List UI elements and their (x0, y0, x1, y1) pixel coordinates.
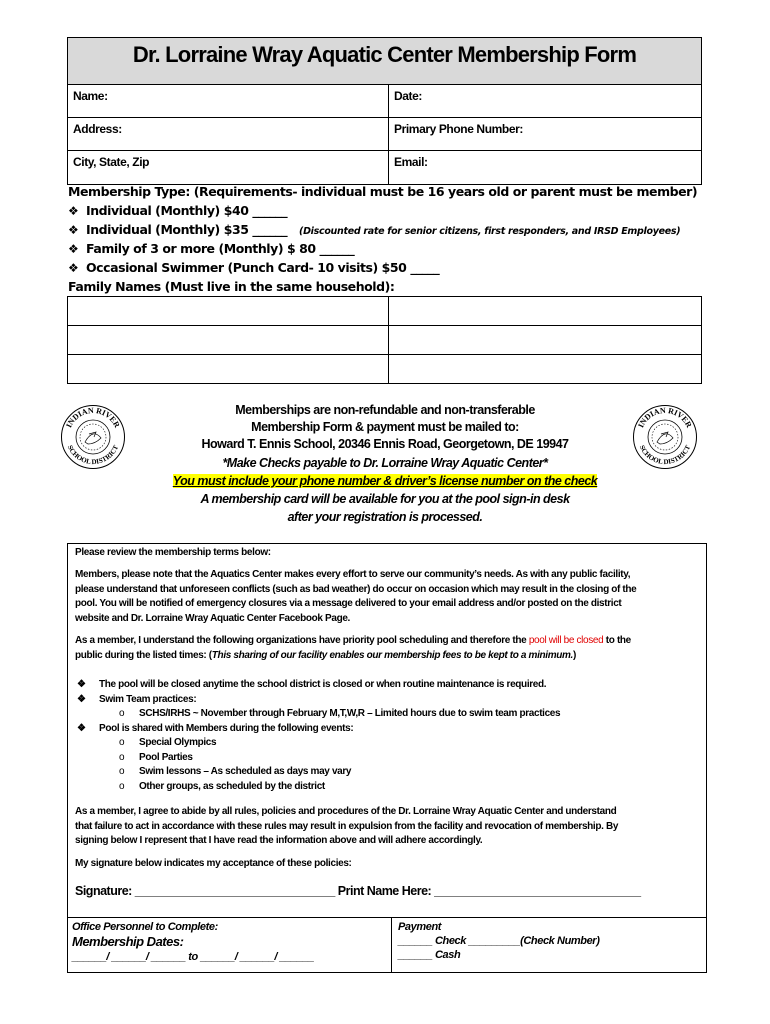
address-phone-row (68, 118, 701, 151)
family-name-cell[interactable] (389, 355, 701, 384)
membership-type-heading: Membership Type: (Requirements- individual must be 16 years old or parent must be member) (68, 184, 698, 199)
diamond-bullet-icon: ❖ (68, 204, 79, 218)
check-payment-line[interactable]: ______ Check _________(Check Number) (398, 935, 600, 947)
svg-text:INDIAN RIVER: INDIAN RIVER (64, 405, 122, 430)
terms-paragraph-priority: As a member, I understand the following organizations have priority pool scheduling and therefore the pool will be closed to the public during the listed times: (This sharing of our facility enables our membership fees to be kept to a minimum.) (75, 635, 631, 661)
list-item: o SCHS/IRHS ~ November through February M,T,W,R – Limited hours due to swim team practices (77, 707, 560, 722)
office-personnel-box (67, 918, 392, 973)
address-field[interactable]: Address: (68, 118, 389, 150)
diamond-bullet-icon: ❖ (68, 242, 79, 256)
checks-payable-note: *Make Checks payable to Dr. Lorraine Wray Aquatic Center* (222, 456, 548, 470)
family-name-cell[interactable] (389, 297, 701, 325)
list-item: ❖ The pool will be closed anytime the school district is closed or when routine maintenance is required. (77, 678, 560, 693)
membership-option-individual-35[interactable]: ❖ Individual (Monthly) $35 ______ (Discounted rate for senior citizens, first responders, and IRSD Employees) (68, 222, 681, 237)
list-item: o Other groups, as scheduled by the district (77, 780, 560, 795)
terms-paragraph-agreement: As a member, I agree to abide by all rules, policies and procedures of the Dr. Lorraine Wray Aquatic Center and understand that failure to act in accordance with these rules may result in expulsion from the facility and revocation of membership. By signing below I represent that I have read the information above and will adhere accordingly. (75, 806, 619, 846)
name-field[interactable]: Name: (68, 85, 389, 117)
terms-paragraph-closures: Members, please note that the Aquatics Center makes every effort to serve our community’s needs. As with any public facility, please understand that unforeseen conflicts (such as bad weather) do occur on occasion which may result in the closing of the pool. You will be notified of emergency closures via a message delivered to your email address and/or posted on the district website and Dr. Lorraine Wray Aquatic Center Facebook Page. (75, 569, 637, 624)
date-field[interactable]: Date: (394, 89, 423, 103)
list-item: ❖ Swim Team practices: (77, 693, 560, 708)
diamond-bullet-icon: ❖ (77, 679, 86, 690)
circle-bullet-icon: o (119, 751, 125, 763)
member-info-table (67, 37, 702, 185)
terms-bullet-list (77, 678, 560, 794)
membership-card-note: A membership card will be available for you at the pool sign-in desk (200, 492, 570, 506)
signature-line[interactable]: Signature: _______________________________ Print Name Here: ________________________________ (75, 884, 641, 898)
cash-payment-line[interactable]: ______ Cash (398, 949, 461, 961)
membership-option-individual-40[interactable]: ❖ Individual (Monthly) $40 ______ (68, 203, 288, 218)
mail-instructions: Membership Form & payment must be mailed to: (251, 420, 519, 434)
list-item: o Pool Parties (77, 751, 560, 766)
mailing-address: Howard T. Ennis School, 20346 Ennis Road, Georgetown, DE 19947 (201, 437, 569, 451)
membership-terms-box (67, 543, 707, 973)
family-name-cell[interactable] (68, 297, 389, 325)
membership-dates-label: Membership Dates: (72, 934, 184, 949)
family-names-table (67, 296, 702, 384)
city-state-zip-field[interactable]: City, State, Zip (68, 151, 389, 184)
phone-field[interactable]: Primary Phone Number: (394, 122, 523, 136)
terms-review-label: Please review the membership terms below: (75, 547, 271, 558)
membership-dates-line[interactable]: ______/ ______/ ______ to ______/ ______/ ______ (72, 951, 314, 963)
list-item: ❖ Pool is shared with Members during the following events: (77, 722, 560, 737)
payment-box (392, 918, 707, 973)
circle-bullet-icon: o (119, 708, 125, 719)
check-requirement-highlight: You must include your phone number & driver’s license number on the check (172, 474, 598, 488)
office-section (67, 917, 707, 973)
svg-text:INDIAN RIVER: INDIAN RIVER (636, 405, 694, 430)
non-refundable-note: Memberships are non-refundable and non-transferable (235, 403, 535, 417)
name-date-row (68, 85, 701, 118)
svg-text:SCHOOL DISTRICT: SCHOOL DISTRICT (637, 443, 693, 467)
signature-acceptance-text: My signature below indicates my acceptance of these policies: (75, 858, 352, 869)
family-names-heading: Family Names (Must live in the same household): (68, 279, 395, 294)
diamond-bullet-icon: ❖ (77, 722, 86, 734)
family-name-cell[interactable] (68, 355, 389, 384)
diamond-bullet-icon: ❖ (77, 693, 86, 705)
svg-text:SCHOOL DISTRICT: SCHOOL DISTRICT (65, 443, 121, 467)
circle-bullet-icon: o (119, 780, 125, 792)
city-email-row (68, 151, 701, 184)
membership-option-family[interactable]: ❖ Family of 3 or more (Monthly) $ 80 ______ (68, 241, 355, 256)
email-field[interactable]: Email: (394, 155, 428, 169)
form-title: Dr. Lorraine Wray Aquatic Center Membership Form (68, 38, 701, 85)
membership-option-occasional[interactable]: ❖ Occasional Swimmer (Punch Card- 10 visits) $50 _____ (68, 260, 440, 275)
list-item: o Swim lessons – As scheduled as days may vary (77, 765, 560, 780)
diamond-bullet-icon: ❖ (68, 223, 79, 237)
family-name-cell[interactable] (389, 326, 701, 354)
circle-bullet-icon: o (119, 766, 125, 777)
discount-note: (Discounted rate for senior citizens, first responders, and IRSD Employees) (299, 226, 681, 237)
diamond-bullet-icon: ❖ (68, 261, 79, 275)
family-name-cell[interactable] (68, 326, 389, 354)
list-item: o Special Olympics (77, 736, 560, 751)
registration-processed-note: after your registration is processed. (287, 510, 483, 524)
pool-closed-highlight: pool will be closed (528, 635, 604, 646)
payment-heading: Payment (398, 921, 442, 933)
office-personnel-heading: Office Personnel to Complete: (72, 921, 218, 933)
circle-bullet-icon: o (119, 737, 125, 748)
